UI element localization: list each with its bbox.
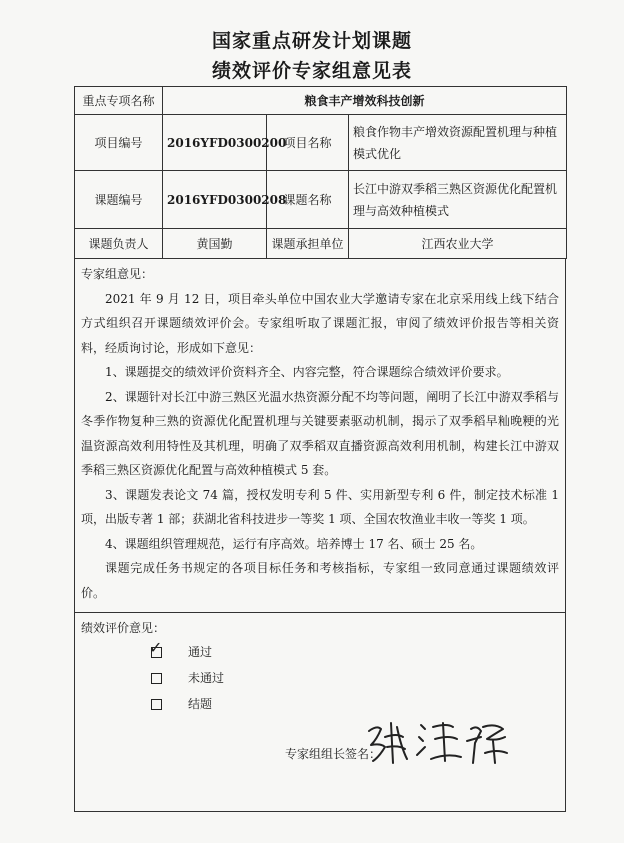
opinion-paragraph: 3、课题发表论文 74 篇，授权发明专利 5 件、实用新型专利 6 件，制定技术标准 1 项，出版专著 1 部；获湖北省科技进步一等奖 1 项、全国农牧渔业丰收一等奖 1 项。 bbox=[81, 487, 559, 526]
leader-value: 黄国勤 bbox=[163, 229, 267, 259]
opinion-label: 专家组意见： bbox=[81, 267, 154, 281]
special-project-value: 粮食丰产增效科技创新 bbox=[163, 87, 567, 115]
row-special-project bbox=[75, 87, 567, 115]
checkbox-close[interactable] bbox=[151, 699, 162, 710]
project-no-value: 2016YFD0300200 bbox=[163, 115, 267, 171]
unit-label: 课题承担单位 bbox=[267, 229, 349, 259]
option-fail[interactable] bbox=[151, 669, 224, 687]
option-close[interactable] bbox=[151, 695, 212, 713]
project-no-label: 项目编号 bbox=[75, 115, 163, 171]
sign-label: 专家组组长签名： bbox=[285, 747, 382, 761]
opinion-paragraph: 1、课题提交的绩效评价资料齐全、内容完整，符合课题综合绩效评价要求。 bbox=[105, 365, 509, 379]
special-project-label: 重点专项名称 bbox=[75, 87, 163, 115]
evaluation-section bbox=[74, 612, 566, 812]
option-pass[interactable] bbox=[149, 638, 213, 661]
project-name-label: 项目名称 bbox=[267, 115, 349, 171]
subject-name-label: 课题名称 bbox=[267, 171, 349, 229]
opinion-paragraph: 课题完成任务书规定的各项目标任务和考核指标，专家组一致同意通过课题绩效评价。 bbox=[81, 561, 559, 600]
checkbox-pass[interactable] bbox=[149, 638, 163, 658]
row-subject bbox=[75, 171, 567, 229]
handwritten-signature bbox=[363, 717, 513, 767]
subject-no-value: 2016YFD0300208 bbox=[163, 171, 267, 229]
subject-name-value: 长江中游双季稻三熟区资源优化配置机理与高效种植模式 bbox=[349, 171, 567, 229]
expert-opinion-section bbox=[74, 258, 566, 613]
opinion-paragraph: 2、课题针对长江中游三熟区光温水热资源分配不均等问题，阐明了长江中游双季稻与冬季作物复种三熟的资源优化配置机理与关键要素驱动机制，揭示了双季稻早籼晚粳的光温资源高效利用特性及其机理，明确了双季稻双直播资源高效利用机制，构建长江中游双季稻三熟区资源优化配置与高效种植模式 5 套。 bbox=[81, 389, 559, 477]
info-table bbox=[74, 86, 567, 259]
opinion-paragraph: 2021 年 9 月 12 日，项目牵头单位中国农业大学邀请专家在北京采用线上线下结合方式组织召开课题绩效评价会。专家组听取了课题汇报，审阅了绩效评价报告等相关资料，经质询讨论，形成如下意见： bbox=[81, 291, 559, 355]
subject-no-label: 课题编号 bbox=[75, 171, 163, 229]
unit-value: 江西农业大学 bbox=[349, 229, 567, 259]
checkmark-icon: ✓ bbox=[149, 638, 163, 657]
option-fail-label: 未通过 bbox=[188, 671, 225, 685]
project-name-value: 粮食作物丰产增效资源配置机理与种植模式优化 bbox=[349, 115, 567, 171]
checkbox-fail[interactable] bbox=[151, 673, 162, 684]
opinion-paragraph: 4、课题组织管理规范，运行有序高效。培养博士 17 名、硕士 25 名。 bbox=[105, 536, 483, 551]
evaluation-label: 绩效评价意见： bbox=[81, 621, 166, 635]
document-subtitle: 绩效评价专家组意见表 bbox=[211, 60, 412, 82]
option-pass-label: 通过 bbox=[188, 645, 213, 659]
row-project bbox=[75, 115, 567, 171]
leader-label: 课题负责人 bbox=[75, 229, 163, 259]
option-close-label: 结题 bbox=[188, 697, 213, 711]
document-title: 国家重点研发计划课题 bbox=[211, 30, 412, 52]
row-leader bbox=[75, 229, 567, 259]
